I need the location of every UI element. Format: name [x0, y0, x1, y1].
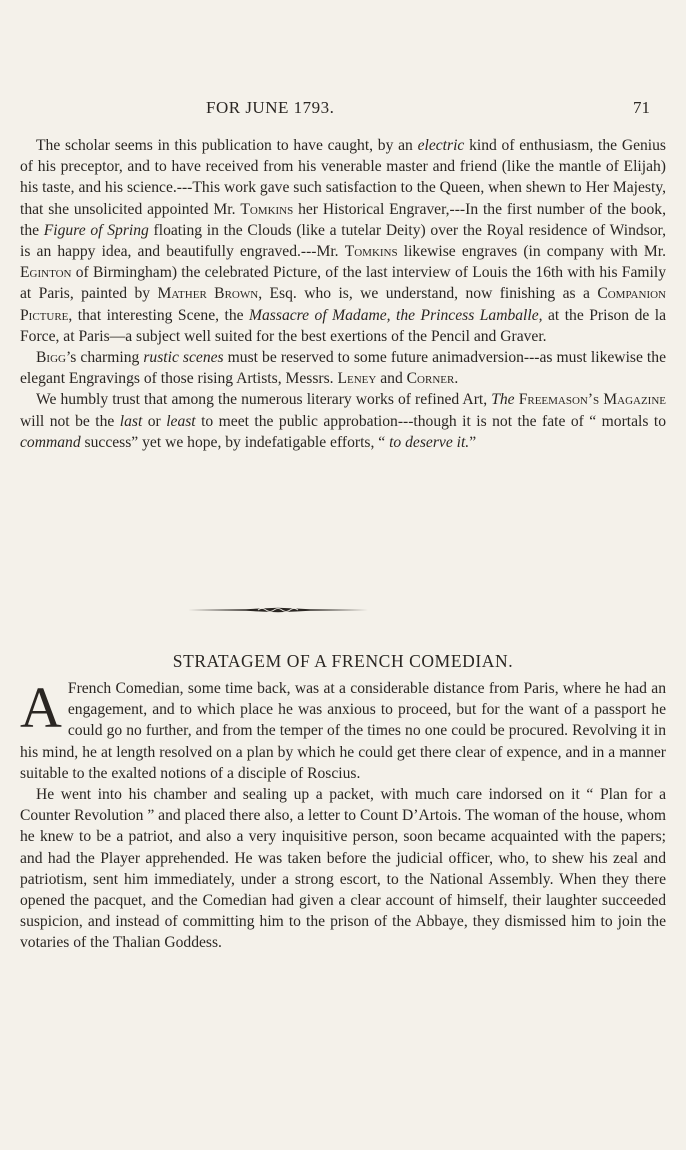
italic-text: Figure of Spring [43, 221, 149, 239]
text-run: of Birmingham) the celebrated Picture, of the last interview of Louis the 16th with his Family at Paris, painted by [20, 264, 666, 303]
article-paragraph [20, 784, 666, 954]
running-head [0, 98, 686, 122]
intro-paragraph [20, 347, 666, 389]
text-run: He went into his chamber and sealing up a packet, with much care indorsed on it “ Plan for a Counter Revolution ” and placed there also, a letter to Count D’Artois. The woman of the house, whom he knew to be a patriot, and also a very inquisitive person, soon became acquainted with the papers; and had the Player apprehended. He was taken before the judicial officer, who, to shew his zeal and patriotism, sent him immediately, under a strong escort, to the National Assembly. When they there opened the pacquet, and the Comedian had given a clear account of himself, their laughter succeeded suspicion, and instead of committing him to the prison of the Abbaye, they dismissed him to join the votaries of the Thalian Goddess. [20, 786, 666, 952]
text-run: ” [469, 433, 477, 451]
text-run: floating in the Clouds (like a tutelar Deity) over the Royal residence of Windsor, is an happy idea, and beautifully engraved.---Mr. [20, 221, 666, 261]
text-run: likewise engraves (in company with Mr. [397, 243, 667, 261]
text-run: at the Prison de la Force, at Paris—a subject well suited for the best exertions of the Pencil and Graver. [20, 306, 666, 345]
small-caps-text: Bigg [36, 349, 66, 367]
text-run: her Historical Engraver,---In the first number of the book, the [20, 200, 667, 239]
text-run: ’s charming [65, 349, 144, 367]
text-run: or [142, 412, 167, 430]
small-caps-text: Tomkins [240, 200, 294, 218]
small-caps-text: Eginton [20, 264, 72, 282]
text-run: , that interesting Scene, the [68, 306, 250, 324]
italic-text: Massacre of Madame, the Princess Lamballe, [249, 306, 543, 324]
intro-section [20, 135, 666, 453]
text-run: , Esq. who is, we understand, now finishing as a [258, 285, 598, 303]
text-run: must be reserved to some future animadversion---as must likewise the elegant Engravings of those rising Artists, Messrs. [20, 349, 666, 388]
text-run: . [454, 370, 459, 388]
italic-text: least [166, 412, 196, 430]
italic-text: electric [417, 137, 465, 154]
small-caps-text: Companion Picture [20, 285, 667, 324]
italic-text: to deserve it. [389, 433, 470, 451]
text-run: We humbly trust that among the numerous literary works of refined Art, [36, 391, 492, 409]
italic-text: command [20, 433, 81, 451]
small-caps-text: Corner [406, 370, 455, 388]
article-body [20, 675, 666, 954]
running-title: FOR JUNE 1793. [206, 98, 335, 117]
drop-cap: A [20, 675, 62, 740]
article-paragraph-text [20, 675, 666, 782]
text-run: French Comedian, some time back, was at a considerable distance from Paris, where he had an engagement, and to which place he was anxious to proceed, but for the want of a passport he could go no further, and from the temper of the times no one could be procured. Revolving it in his mind, he at length resolved on a plan by which he could get there clear of expence, and in a manner suitable to the exalted notions of a disciple of Roscius. [20, 680, 666, 782]
ornamental-divider [188, 606, 368, 614]
italic-text: The [491, 391, 515, 409]
text-run: The scholar seems in this publication to have caught, by an [36, 137, 418, 154]
italic-text: rustic scenes [143, 349, 224, 367]
text-run: kind of enthusiasm, the Genius of his preceptor, and to have received from his venerable master and friend (like the mantle of Elijah) his taste, and his science.---This work gave such satisfaction to the Queen, when shewn to Her Majesty, that she unsolicited appointed Mr. [20, 137, 666, 218]
small-caps-text: Mather Brown [157, 285, 259, 303]
text-run: to meet the public approbation---though it is not the fate of “ mortals to [195, 412, 666, 430]
italic-text: last [119, 412, 143, 430]
article-title: STRATAGEM OF A FRENCH COMEDIAN. [172, 651, 514, 671]
small-caps-text: Freemason’s Magazine [518, 391, 666, 409]
text-run: and [376, 370, 407, 388]
small-caps-text: Leney [337, 370, 377, 388]
intro-paragraph [20, 389, 666, 453]
article-paragraph [20, 675, 666, 784]
small-caps-text: Tomkins [344, 243, 398, 261]
text-run: will not be the [20, 412, 120, 430]
text-run: success” yet we hope, by indefatigable efforts, “ [80, 433, 390, 451]
intro-paragraph [20, 135, 666, 347]
page-number: 71 [633, 98, 650, 117]
